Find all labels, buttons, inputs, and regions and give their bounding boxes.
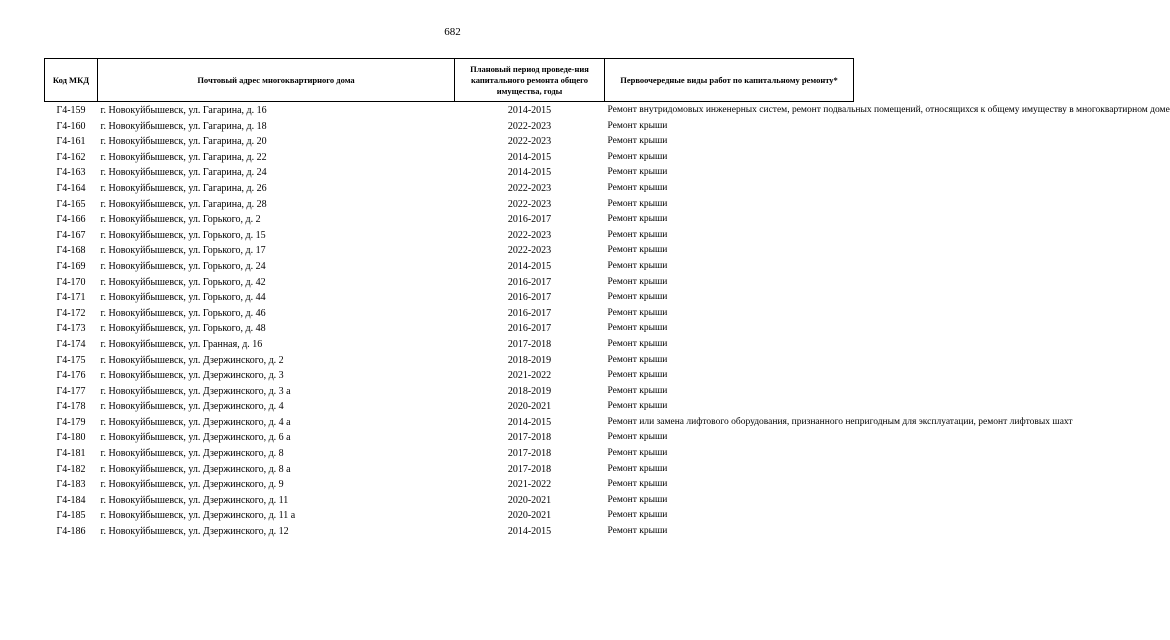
cell-works: Ремонт крыши xyxy=(607,120,668,131)
cell-works: Ремонт крыши xyxy=(607,214,668,225)
cell-code: Г4-178 xyxy=(56,401,86,413)
cell-code: Г4-169 xyxy=(56,260,86,272)
cell-works: Ремонт или замена лифтового оборудования, признанного непригодным для эксплуатации, ремонт лифтовых шахт xyxy=(607,416,1073,427)
cell-address: г. Новокуйбышевск, ул. Горького, д. 2 xyxy=(100,214,261,226)
cell-period: 2014-2015 xyxy=(507,526,552,538)
cell-period: 2016-2017 xyxy=(507,307,552,319)
cell-code: Г4-176 xyxy=(56,370,86,382)
table-row xyxy=(45,368,854,384)
cell-address: г. Новокуйбышевск, ул. Горького, д. 46 xyxy=(100,307,266,319)
cell-period: 2017-2018 xyxy=(507,432,552,444)
cell-address: г. Новокуйбышевск, ул. Горького, д. 42 xyxy=(100,276,266,288)
cell-period: 2022-2023 xyxy=(507,136,552,148)
cell-address: г. Новокуйбышевск, ул. Дзержинского, д. 3 xyxy=(100,370,284,382)
cell-code: Г4-172 xyxy=(56,307,86,319)
cell-code: Г4-186 xyxy=(56,526,86,538)
table-row xyxy=(45,321,854,337)
cell-address: г. Новокуйбышевск, ул. Гагарина, д. 22 xyxy=(100,151,267,163)
cell-address: г. Новокуйбышевск, ул. Дзержинского, д. 8 а xyxy=(100,463,291,475)
cell-code: Г4-173 xyxy=(56,323,86,335)
cell-works: Ремонт крыши xyxy=(607,245,668,256)
cell-code: Г4-164 xyxy=(56,182,86,194)
cell-period: 2014-2015 xyxy=(507,260,552,272)
cell-address: г. Новокуйбышевск, ул. Дзержинского, д. 11 xyxy=(100,494,289,506)
cell-address: г. Новокуйбышевск, ул. Гагарина, д. 16 xyxy=(100,105,267,116)
cell-period: 2022-2023 xyxy=(507,120,552,132)
cell-code: Г4-182 xyxy=(56,463,86,475)
cell-works: Ремонт крыши xyxy=(607,463,668,474)
cell-works: Ремонт крыши xyxy=(607,151,668,162)
cell-address: г. Новокуйбышевск, ул. Гагарина, д. 20 xyxy=(100,136,267,148)
cell-code: Г4-162 xyxy=(56,151,86,163)
cell-works: Ремонт крыши xyxy=(607,323,668,334)
cell-period: 2022-2023 xyxy=(507,198,552,210)
cell-works: Ремонт крыши xyxy=(607,432,668,443)
table-row xyxy=(45,259,854,275)
cell-works: Ремонт крыши xyxy=(607,448,668,459)
cell-works: Ремонт крыши xyxy=(607,370,668,381)
table-header xyxy=(45,59,854,102)
table-row xyxy=(45,275,854,291)
table-body xyxy=(45,102,1170,540)
cell-works: Ремонт крыши xyxy=(607,385,668,396)
cell-period: 2014-2015 xyxy=(507,167,552,179)
page-number: 682 xyxy=(444,26,461,38)
cell-works: Ремонт крыши xyxy=(607,182,668,193)
cell-code: Г4-159 xyxy=(56,105,86,116)
cell-address: г. Новокуйбышевск, ул. Горького, д. 17 xyxy=(100,245,266,257)
cell-code: Г4-171 xyxy=(56,292,86,304)
table-row xyxy=(45,462,854,478)
table-row xyxy=(45,134,854,150)
cell-works: Ремонт крыши xyxy=(607,338,668,349)
cell-code: Г4-185 xyxy=(56,510,86,522)
cell-code: Г4-183 xyxy=(56,479,86,491)
cell-address: г. Новокуйбышевск, ул. Горького, д. 15 xyxy=(100,229,266,241)
table-row xyxy=(45,477,854,493)
table-row xyxy=(45,197,854,213)
table-row xyxy=(45,212,854,228)
cell-code: Г4-180 xyxy=(56,432,86,444)
cell-period: 2016-2017 xyxy=(507,292,552,304)
table-row xyxy=(45,430,854,446)
header-period: Плановый период проведе-ния капитального ремонта общего имущества, годы xyxy=(455,59,605,102)
table-row xyxy=(45,508,854,524)
cell-works: Ремонт крыши xyxy=(607,167,668,178)
cell-code: Г4-175 xyxy=(56,354,86,366)
registry-table xyxy=(44,58,1170,540)
cell-code: Г4-161 xyxy=(56,136,86,148)
cell-period: 2020-2021 xyxy=(507,510,552,522)
header-works: Первоочередные виды работ по капитальному ремонту* xyxy=(605,59,854,102)
table-row xyxy=(45,150,854,166)
cell-address: г. Новокуйбышевск, ул. Гагарина, д. 26 xyxy=(100,182,267,194)
cell-address: г. Новокуйбышевск, ул. Гранная, д. 16 xyxy=(100,338,263,350)
cell-period: 2014-2015 xyxy=(507,416,552,428)
cell-code: Г4-166 xyxy=(56,214,86,226)
cell-address: г. Новокуйбышевск, ул. Дзержинского, д. 2 xyxy=(100,354,284,366)
table-row xyxy=(45,353,854,369)
table-row xyxy=(45,306,854,322)
cell-works: Ремонт крыши xyxy=(607,479,668,490)
cell-period: 2020-2021 xyxy=(507,401,552,413)
cell-address: г. Новокуйбышевск, ул. Дзержинского, д. 3 а xyxy=(100,385,291,397)
cell-address: г. Новокуйбышевск, ул. Дзержинского, д. 12 xyxy=(100,526,289,538)
cell-code: Г4-184 xyxy=(56,494,86,506)
cell-period: 2022-2023 xyxy=(507,245,552,257)
cell-period: 2022-2023 xyxy=(507,229,552,241)
cell-code: Г4-177 xyxy=(56,385,86,397)
table-row xyxy=(45,165,854,181)
cell-code: Г4-168 xyxy=(56,245,86,257)
table-row xyxy=(45,181,854,197)
cell-code: Г4-174 xyxy=(56,338,86,350)
table-row xyxy=(45,337,854,353)
cell-address: г. Новокуйбышевск, ул. Дзержинского, д. 4 xyxy=(100,401,284,413)
cell-period: 2017-2018 xyxy=(507,463,552,475)
table-row xyxy=(45,384,854,400)
cell-address: г. Новокуйбышевск, ул. Горького, д. 48 xyxy=(100,323,266,335)
table-row xyxy=(45,524,854,540)
cell-address: г. Новокуйбышевск, ул. Дзержинского, д. 4 а xyxy=(100,416,291,428)
cell-period: 2022-2023 xyxy=(507,182,552,194)
cell-works: Ремонт крыши xyxy=(607,260,668,271)
header-row xyxy=(45,59,854,102)
cell-code: Г4-160 xyxy=(56,120,86,132)
table-row xyxy=(45,102,854,119)
table-row xyxy=(45,446,854,462)
cell-period: 2014-2015 xyxy=(507,105,552,116)
table-row xyxy=(45,243,854,259)
table-row xyxy=(45,415,854,431)
cell-address: г. Новокуйбышевск, ул. Горького, д. 24 xyxy=(100,260,266,272)
table-row xyxy=(45,493,854,509)
table-row xyxy=(45,399,854,415)
cell-period: 2014-2015 xyxy=(507,151,552,163)
cell-code: Г4-165 xyxy=(56,198,86,210)
cell-works: Ремонт крыши xyxy=(607,136,668,147)
cell-period: 2021-2022 xyxy=(507,479,552,491)
cell-period: 2020-2021 xyxy=(507,494,552,506)
cell-period: 2017-2018 xyxy=(507,448,552,460)
cell-period: 2021-2022 xyxy=(507,370,552,382)
cell-works: Ремонт крыши xyxy=(607,354,668,365)
cell-period: 2017-2018 xyxy=(507,338,552,350)
cell-works: Ремонт крыши xyxy=(607,526,668,537)
header-code: Код МКД xyxy=(45,59,98,102)
cell-address: г. Новокуйбышевск, ул. Дзержинского, д. 9 xyxy=(100,479,284,491)
cell-period: 2018-2019 xyxy=(507,354,552,366)
cell-period: 2018-2019 xyxy=(507,385,552,397)
cell-works: Ремонт крыши xyxy=(607,198,668,209)
cell-period: 2016-2017 xyxy=(507,276,552,288)
cell-works: Ремонт крыши xyxy=(607,510,668,521)
cell-code: Г4-163 xyxy=(56,167,86,179)
cell-works: Ремонт крыши xyxy=(607,229,668,240)
cell-address: г. Новокуйбышевск, ул. Гагарина, д. 24 xyxy=(100,167,267,179)
cell-code: Г4-167 xyxy=(56,229,86,241)
cell-code: Г4-179 xyxy=(56,416,86,428)
cell-works: Ремонт крыши xyxy=(607,401,668,412)
cell-works: Ремонт крыши xyxy=(607,276,668,287)
table-row xyxy=(45,119,854,135)
cell-works: Ремонт внутридомовых инженерных систем, ремонт подвальных помещений, относящихся к общему имуществу в многоквартирном доме xyxy=(607,105,1170,115)
cell-works: Ремонт крыши xyxy=(607,292,668,303)
cell-works: Ремонт крыши xyxy=(607,307,668,318)
cell-address: г. Новокуйбышевск, ул. Дзержинского, д. 11 а xyxy=(100,510,296,522)
cell-address: г. Новокуйбышевск, ул. Дзержинского, д. 6 а xyxy=(100,432,291,444)
header-address: Почтовый адрес многоквартирного дома xyxy=(98,59,455,102)
cell-address: г. Новокуйбышевск, ул. Дзержинского, д. 8 xyxy=(100,448,284,460)
cell-address: г. Новокуйбышевск, ул. Горького, д. 44 xyxy=(100,292,266,304)
cell-code: Г4-170 xyxy=(56,276,86,288)
cell-code: Г4-181 xyxy=(56,448,86,460)
cell-period: 2016-2017 xyxy=(507,323,552,335)
table-row xyxy=(45,228,854,244)
cell-address: г. Новокуйбышевск, ул. Гагарина, д. 28 xyxy=(100,198,267,210)
table-row xyxy=(45,290,854,306)
cell-works: Ремонт крыши xyxy=(607,494,668,505)
cell-period: 2016-2017 xyxy=(507,214,552,226)
cell-address: г. Новокуйбышевск, ул. Гагарина, д. 18 xyxy=(100,120,267,132)
